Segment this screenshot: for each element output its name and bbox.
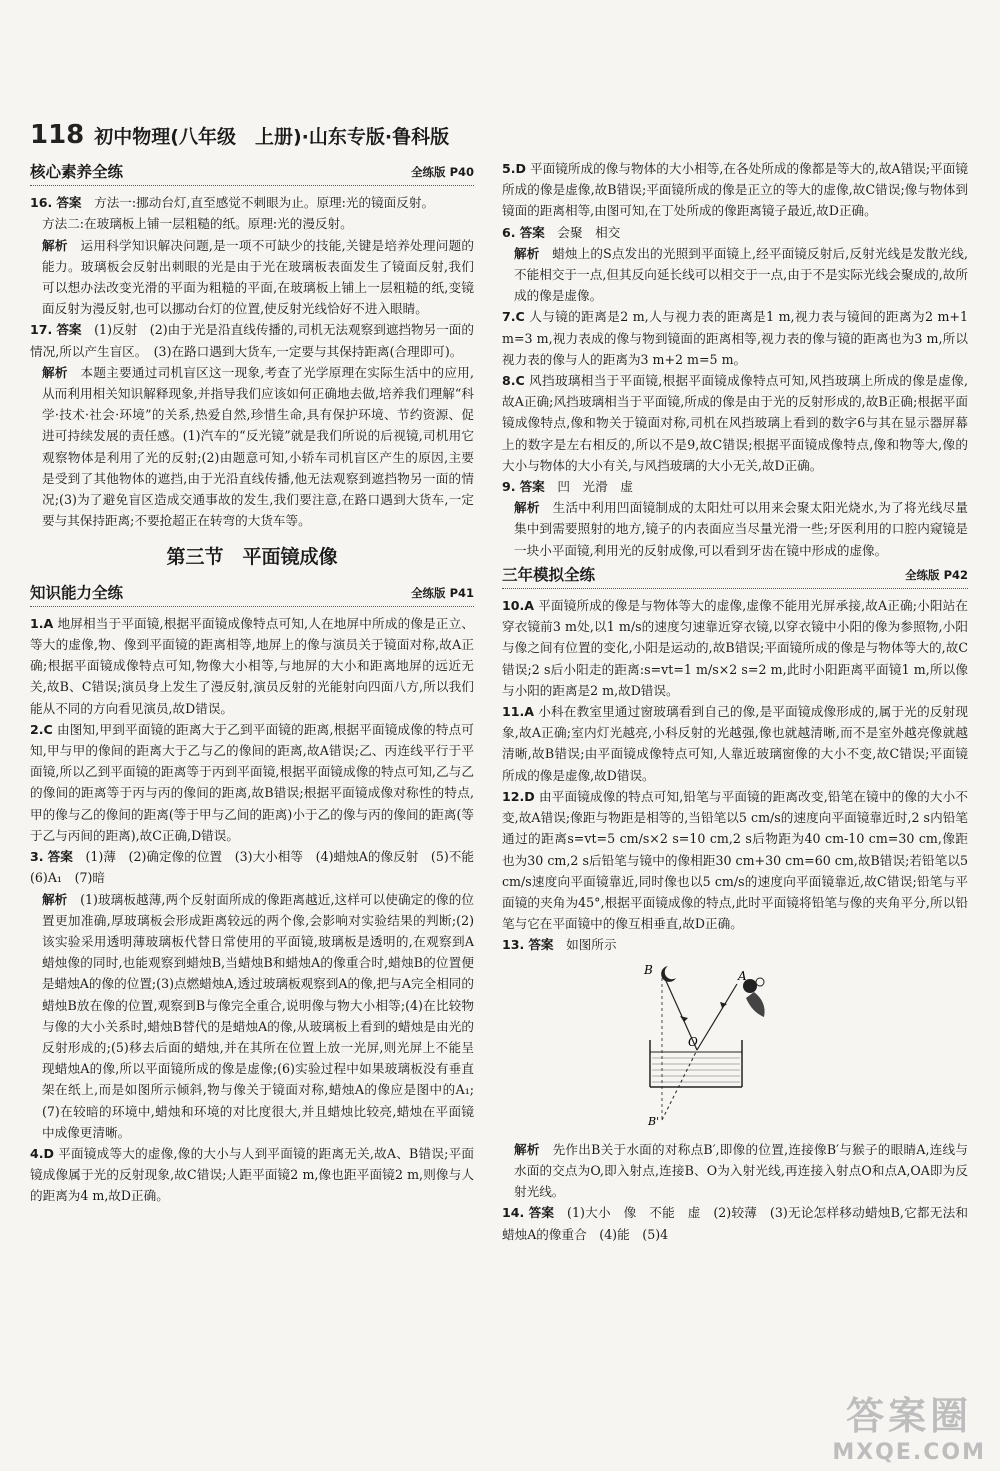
answer-item xyxy=(502,1139,968,1203)
right-column xyxy=(502,158,968,1245)
label-b-prime: B' xyxy=(648,1114,660,1127)
answer-text: 会聚 相交 xyxy=(557,224,621,240)
analysis-text: 本题主要通过司机盲区这一现象,考查了光学原理在实际生活中的应用,从而利用相关知识解释现象,并指导我们应该如何正确地去做,培养我们理解“科学·技术·社会·环境”的关系,热爱自然,珍惜生命,具有保护环境、节约资源、促进可持续发展的责任感。(1)汽车的“反光镜”就是我们所说的后视镜,司机用它观察物体是利用了光的反射;(2)由题意可知,小轿车司机盲区产生的原因,主要是受到了其他物体的遮挡,由于光沿直线传播,他无法观察到遮挡物另一面的情况;(3)为了避免盲区造成交通事故的发生,我们要注意,在路口遇到大货车,一定要与其保持距离;不要抢超正在转弯的大货车等。 xyxy=(42,364,475,529)
section-ref: 全练版 P42 xyxy=(905,567,968,582)
item-number: 3. xyxy=(30,849,44,865)
section-header-core xyxy=(30,162,474,186)
answer-tag: 答案 xyxy=(528,937,554,953)
answer-item xyxy=(502,701,968,786)
analysis-tag: 解析 xyxy=(514,500,540,516)
answer-line xyxy=(30,1143,474,1207)
answer-text: 方法一:挪动台灯,直至感觉不刺眼为止。原理:光的镜面反射。 xyxy=(94,195,435,211)
answer-text: 平面镜所成的像与物体的大小相等,在各处所成的像都是等大的,故A错误;平面镜所成的像是虚像,故B错误;平面镜所成的像是正立的等大的虚像,故C错误;像与物体到镜面的距离相等,由图可知,在丁处所成的像距离镜子最近,故D正确。 xyxy=(502,161,968,219)
answer-item xyxy=(30,1143,474,1207)
answer-tag: 答案 xyxy=(47,849,73,865)
answer-line xyxy=(30,613,474,719)
analysis-line xyxy=(30,362,474,532)
answer-text: 平面镜所成的像是与物体等大的虚像,虚像不能用光屏承接,故A正确;小阳站在穿衣镜前3 m处,以1 m/s的速度匀速靠近穿衣镜,以穿衣镜中小阳的像为参照物,小阳与像之间有位置的变化,小阳是运动的,故B错误;平面镜所成的像是与物体等大的,故C错误;2 s后小阳走的距离:s=vt=1 m/s×2 s=2 m,此时小阳距离平面镜1 m,所以像与小阳的距离是2 m,故D错误。 xyxy=(502,598,968,698)
item-number: 6. xyxy=(502,224,516,240)
answer-text: (1)反射 (2)由于光是沿直线传播的,司机无法观察到遮挡物另一面的情况,所以产生盲区。 (3)在路口遇到大货车,一定要与其保持距离(合理即可)。 xyxy=(30,322,475,359)
analysis-tag: 解析 xyxy=(42,237,68,253)
section-ref: 全练版 P41 xyxy=(411,585,474,600)
answer-line xyxy=(502,222,968,243)
answer-text: (1)薄 (2)确定像的位置 (3)大小相等 (4)蜡烛A的像反射 (5)不能 (6)A₁ (7)暗 xyxy=(30,849,487,886)
analysis-text: (1)玻璃板越薄,两个反射面所成的像距离越近,这样可以使确定的像的位置更加准确,厚玻璃板会形成距离较远的两个像,会影响对实验结果的判断;(2)该实验采用透明薄玻璃板代替日常使用的平面镜,玻璃板是透明的,在观察到A蜡烛像的同时,也能观察到蜡烛B,当蜡烛B和蜡烛A的像重合时,蜡烛B的位置便是蜡烛A的像的位置;(3)点燃蜡烛A,透过玻璃板观察到A的像,把与A完全相同的蜡烛B放在像的位置,观察到B与像完全重合,说明像与物大小相等;(4)在比较物与像的大小关系时,蜡烛B替代的是蜡烛A的像,从玻璃板上看到的蜡烛是由光的反射形成的;(5)移去后面的蜡烛,并在其所在位置上放一光屏,则光屏上不能呈现蜡烛A的像,所以平面镜所成的像是虚像;(6)实验过程中如果玻璃板没有垂直架在纸上,而是如图所示倾斜,物与像关于镜面对称,蜡烛A的像应是图中的A₁;(7)在较暗的环境中,蜡烛和环境的对比度很大,并且蜡烛比较亮,蜡烛在平面镜中成像更清晰。 xyxy=(42,891,474,1140)
answer-item xyxy=(502,786,968,934)
answer-tag: 答案 xyxy=(56,322,82,338)
chapter-title: 第三节 平面镜成像 xyxy=(166,546,338,569)
answer-tag: 答案 xyxy=(519,479,545,495)
section-title: 三年模拟全练 xyxy=(502,565,596,584)
answer-text: 人与镜的距离是2 m,人与视力表的距离是1 m,视力表与镜间的距离为2 m+1 m=3 m,视力表成的像与物到镜面的距离相等,视力表的像与镜的距离也为3 m,所以视力表的像与人的距离为3 m+2 m=5 m。 xyxy=(502,309,968,367)
answer-line xyxy=(502,306,968,370)
answer-item xyxy=(502,476,968,561)
answer-item xyxy=(30,319,474,531)
book-title: 初中物理(八年级 上册)·山东专版·鲁科版 xyxy=(94,125,450,148)
page-header xyxy=(30,118,449,152)
analysis-text: 先作出B关于水面的对称点B′,即像的位置,连接像B′与猴子的眼睛A,连线与水面的交点为O,即入射点,连接B、O为入射光线,再连接入射点O和点A,OA即为反射光线。 xyxy=(514,1141,969,1200)
answer-item xyxy=(502,222,968,307)
page-number: 118 xyxy=(30,120,85,150)
answer-text: 风挡玻璃相当于平面镜,根据平面镜成像特点可知,风挡玻璃上所成的像是虚像,故A正确;风挡玻璃相当于平面镜,所成的像是由于光的反射形成的,故B正确;根据平面镜成像特点,像和物关于镜面对称,司机在风挡玻璃上看到的数字6与其在显示器屏幕上的数字是左右相反的,所以不是9,故C错误;根据平面镜成像特点,像和物等大,像的大小与物体的大小有关,与风挡玻璃的大小无关,故D正确。 xyxy=(502,373,968,473)
answer-item xyxy=(30,192,474,319)
answer-item xyxy=(502,306,968,370)
answer-line xyxy=(30,319,474,361)
reflection-diagram xyxy=(642,962,802,1127)
answer-item xyxy=(502,158,968,222)
item-number: 4.D xyxy=(30,1145,55,1161)
analysis-line xyxy=(502,243,968,307)
answer-text: 地屏相当于平面镜,根据平面镜成像特点可知,人在地屏中所成的像是正立、等大的虚像,物、像到平面镜的距离相等,地屏上的像与演员关于镜面对称,故A正确;根据平面镜成像特点可知,物像大小相等,与地屏的大小和距离地屏的远近无关,故B、C错误;演员身上发生了漫反射,演员反射的光能射向四面八方,所以我们能从不同的方向看见演员,故D错误。 xyxy=(30,615,474,716)
moon-icon xyxy=(661,966,676,982)
analysis-line xyxy=(502,497,968,561)
label-a: A xyxy=(738,968,747,983)
watermark-logo: 答案圈 MXQE.COM xyxy=(832,1394,986,1465)
item-number: 12.D xyxy=(502,788,535,804)
answer-line xyxy=(502,595,968,701)
item-number: 5.D xyxy=(502,161,527,176)
answer-item xyxy=(502,1202,968,1244)
analysis-line xyxy=(30,235,474,320)
item-number: 13. xyxy=(502,937,525,953)
analysis-line xyxy=(30,889,474,1143)
answer-text: (1)大小 像 不能 虚 (2)较薄 (3)无论怎样移动蜡烛B,它都无法和蜡烛A的像重合 (4)能 (5)4 xyxy=(502,1205,969,1242)
item-number: 1.A xyxy=(30,615,54,631)
answer-line xyxy=(30,846,487,888)
section-title: 核心素养全练 xyxy=(30,163,124,181)
analysis-tag: 解析 xyxy=(42,891,68,907)
answer-text: 如图所示 xyxy=(566,937,617,953)
answer-line xyxy=(502,934,968,955)
answer-text: 凹 光滑 虚 xyxy=(557,479,633,495)
answer-item xyxy=(502,934,968,955)
answer-line xyxy=(502,158,968,222)
analysis-tag: 解析 xyxy=(42,364,68,380)
answer-line xyxy=(502,701,968,786)
answer-line xyxy=(30,719,474,846)
answer-tag: 答案 xyxy=(528,1205,555,1221)
analysis-text: 生活中利用凹面镜制成的太阳灶可以用来会聚太阳光烧水,为了将光线尽量集中到需要照射的地方,镜子的内表面应当尽量光滑一些;牙医利用的口腔内窥镜是一块小平面镜,利用光的反射成像,可以看到牙齿在镜中形成的虚像。 xyxy=(514,500,968,558)
answer-line xyxy=(30,213,474,234)
answer-line xyxy=(502,786,968,934)
item-number: 14. xyxy=(502,1205,525,1221)
answer-item xyxy=(30,719,474,846)
answer-tag: 答案 xyxy=(56,195,82,211)
analysis-text: 蜡烛上的S点发出的光照到平面镜上,经平面镜反射后,反射光线是发散光线,不能相交于一点,但其反向延长线可以相交于一点,由于不是实际光线会聚成的,故所成的像是虚像。 xyxy=(514,245,968,304)
answer-item xyxy=(30,846,487,1143)
item-number: 7.C xyxy=(502,309,525,325)
section-header-knowledge xyxy=(30,583,474,607)
answer-line xyxy=(30,192,474,213)
analysis-line xyxy=(502,1139,968,1203)
section-title: 知识能力全练 xyxy=(30,583,124,602)
label-o: O xyxy=(688,1034,698,1049)
answer-text: 小科在教室里通过窗玻璃看到自己的像,是平面镜成像形成的,属于光的反射现象,故A正确;室内灯光越亮,小科反射的光越强,像也就越清晰,而不是室外越亮像就越清晰,故B错误;由平面镜成像特点可知,人靠近玻璃窗像的大小不变,故C错误;平面镜所成的像是虚像,故D错误。 xyxy=(502,704,968,783)
answer-item xyxy=(502,595,968,701)
item-number: 9. xyxy=(502,479,516,495)
answer-tag: 答案 xyxy=(519,224,545,240)
label-b: B xyxy=(644,962,653,977)
answer-text: 由平面镜成像的特点可知,铅笔与平面镜的距离改变,铅笔在镜中的像的大小不变,故A错误;像距与物距是相等的,当铅笔以5 cm/s的速度向平面镜靠近时,2 s内铅笔通过的距离s=vt=5 cm/s×2 s=10 cm,2 s后物距为40 cm-10 cm=30 cm,像距也为30 cm,2 s后铅笔与镜中的像相距30 cm+30 cm=60 cm,故B错误;若铅笔以5 cm/s速度向平面镜靠近,同时像也以5 cm/s的速度向平面镜靠近,故C错误;铅笔与平面镜的夹角为45°,根据平面镜成像的特点,此时平面镜将铅笔与像的夹角平分,所以铅笔与它在平面镜中的像互相垂直,故D正确。 xyxy=(502,788,968,932)
item-number: 17. xyxy=(30,322,53,338)
item-number: 8.C xyxy=(502,373,525,389)
answer-line xyxy=(502,476,968,497)
answer-text: 由图知,甲到平面镜的距离大于乙到平面镜的距离,根据平面镜成像的特点可知,甲与甲的像间的距离大于乙与乙的像间的距离,故A错误;乙、丙连线平行于平面镜,所以乙到平面镜的距离等于丙到平面镜,根据平面镜成像的特点可知,乙与乙的像间的距离等于丙与丙的像间的距离,故B错误;根据平面镜成像对称性的特点,甲的像与乙的像间的距离(等于甲与乙间的距离)小于乙的像与丙的像间的距离(等于乙与丙间的距离),故C正确,D错误。 xyxy=(30,721,474,843)
analysis-tag: 解析 xyxy=(514,1141,540,1157)
item-number: 11.A xyxy=(502,704,535,720)
left-column xyxy=(30,158,487,1207)
analysis-tag: 解析 xyxy=(514,245,540,261)
section-ref: 全练版 P40 xyxy=(411,165,474,179)
section-header-threeyear xyxy=(502,565,968,589)
item-number: 2.C xyxy=(30,721,53,737)
analysis-text: 运用科学知识解决问题,是一项不可缺少的技能,关键是培养处理问题的能力。玻璃板会反射出刺眼的光是由于光在玻璃板表面发生了镜面反射,我们可以想办法改变光滑的平面为粗糙的平面,在玻璃板上铺上一层粗糙的纸,变镜面反射为漫反射,也可以挪动台灯的位置,使反射光线恰好不进入眼睛。 xyxy=(42,237,475,317)
answer-item xyxy=(30,613,474,719)
answer-text: 方法二:在玻璃板上铺一层粗糙的纸。原理:光的漫反射。 xyxy=(42,216,353,232)
answer-line xyxy=(502,370,968,476)
answer-text: 平面镜成等大的虚像,像的大小与人到平面镜的距离无关,故A、B错误;平面镜成像属于光的反射现象,故C错误;人距平面镜2 m,像也距平面镜2 m,则像与人的距离为4 m,故D正确。 xyxy=(30,1145,474,1204)
item-number: 10.A xyxy=(502,598,535,614)
answer-line xyxy=(502,1202,968,1244)
item-number: 16. xyxy=(30,195,53,211)
answer-item xyxy=(502,370,968,476)
